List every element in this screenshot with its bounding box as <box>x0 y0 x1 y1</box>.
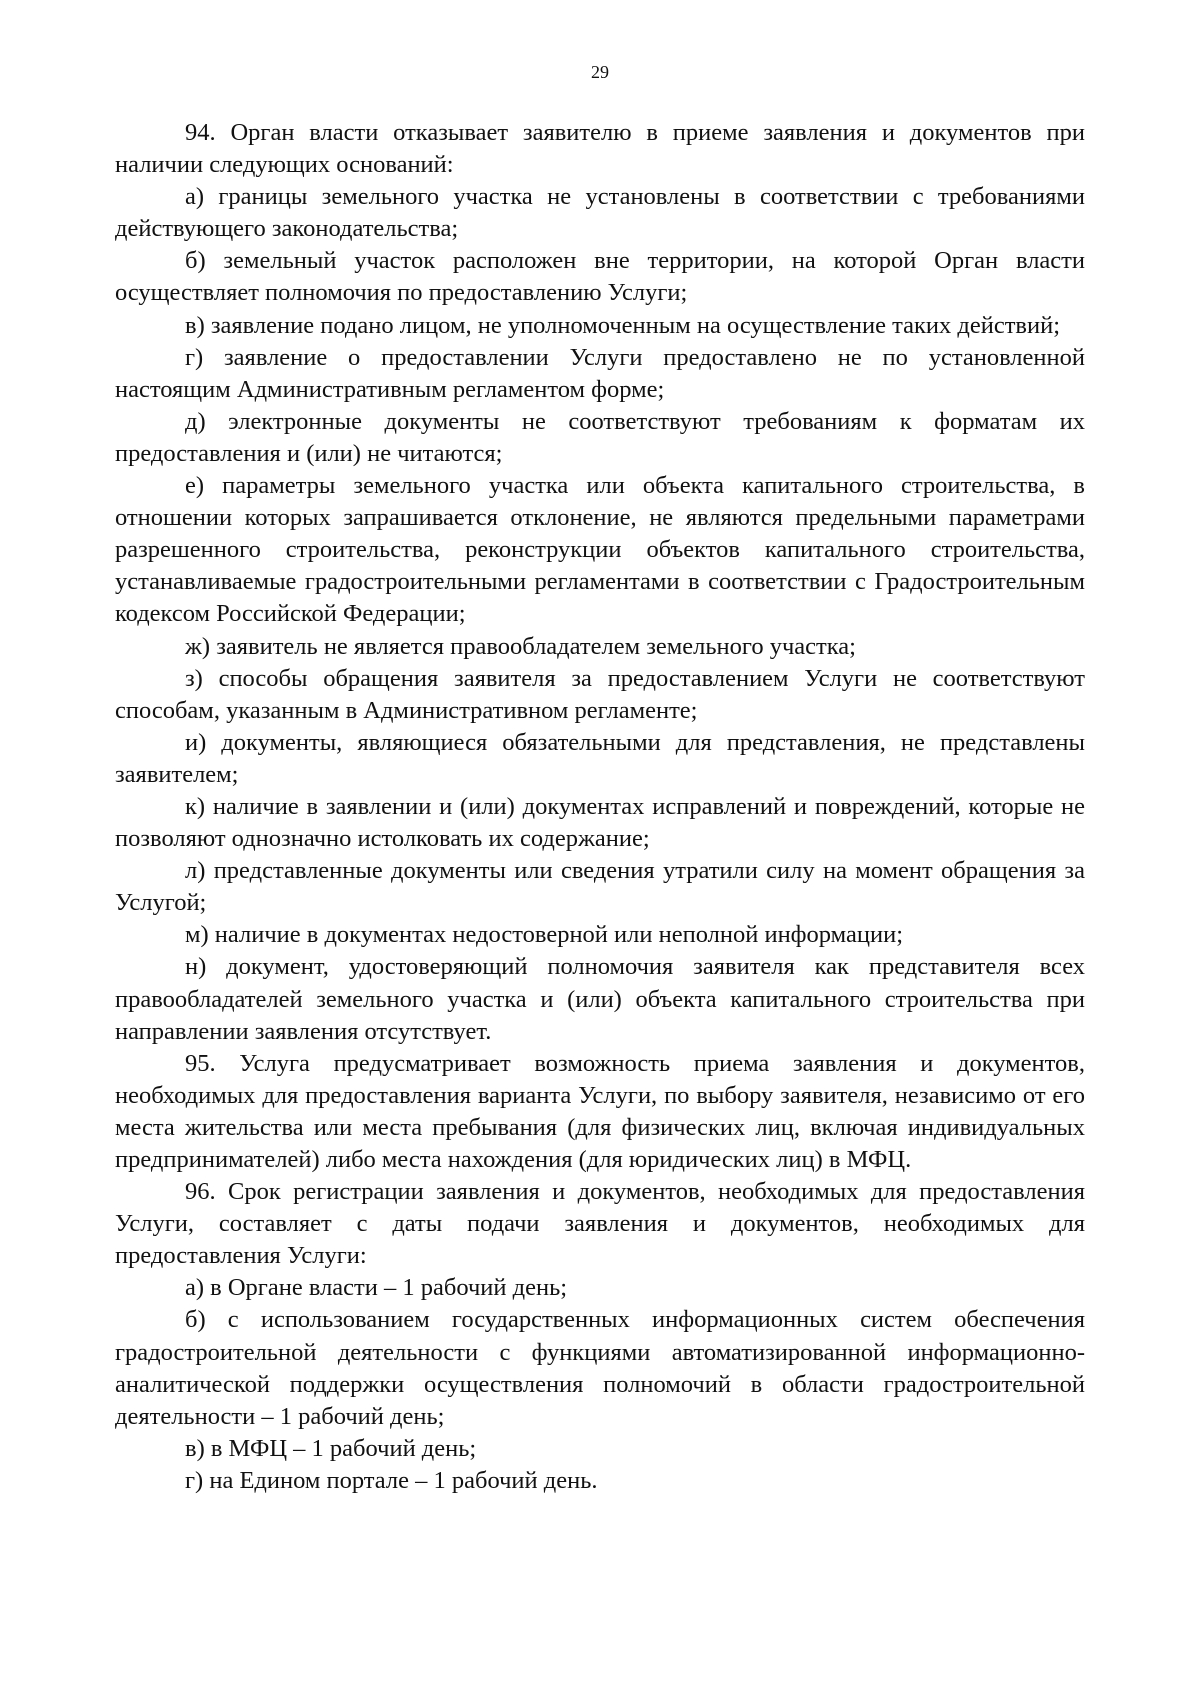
list-item-v: в) заявление подано лицом, не уполномоченным на осуществление таких действий; <box>185 311 1061 339</box>
list-item-zh: ж) заявитель не является правообладателем земельного участка; <box>185 632 856 660</box>
list-item-l: л) представленные документы или сведения утратили силу на момент обращения за Услугой; <box>115 857 1085 917</box>
list-item-m: м) наличие в документах недостоверной или неполной информации; <box>185 921 904 949</box>
document-page <box>115 60 1085 1497</box>
term-item-a: а) в Органе власти – 1 рабочий день; <box>185 1274 568 1302</box>
term-item-v: в) в МФЦ – 1 рабочий день; <box>185 1434 477 1462</box>
list-item-g: г) заявление о предоставлении Услуги предоставлено не по установленной настоящим Административным регламентом форме; <box>115 343 1085 403</box>
paragraph-95: 95. Услуга предусматривает возможность приема заявления и документов, необходимых для предоставления варианта Услуги, по выбору заявителя, независимо от его места жительства или места пребывания (для физических лиц, включая индивидуальных предпринимателей) либо места нахождения (для юридических лиц) в МФЦ. <box>115 1049 1085 1173</box>
list-item-e: е) параметры земельного участка или объекта капитального строительства, в отношении которых запрашивается отклонение, не являются предельными параметрами разрешенного строительства, реконструкции объектов капитального строительства, устанавливаемые градостроительными регламентами в соответствии с Градостроительным кодексом Российской Федерации; <box>115 472 1085 628</box>
list-item-z: з) способы обращения заявителя за предоставлением Услуги не соответствуют способам, указанным в Административном регламенте; <box>115 664 1085 724</box>
paragraph-96: 96. Срок регистрации заявления и документов, необходимых для предоставления Услуги, составляет с даты подачи заявления и документов, необходимых для предоставления Услуги: <box>115 1178 1085 1270</box>
term-item-g: г) на Едином портале – 1 рабочий день. <box>185 1466 598 1494</box>
term-item-b: б) с использованием государственных информационных систем обеспечения градостроительной деятельности с функциями автоматизированной информационно-аналитической поддержки осуществления полномочий в области градостроительной деятельности – 1 рабочий день; <box>115 1306 1085 1430</box>
list-item-n: н) документ, удостоверяющий полномочия заявителя как представителя всех правообладателей земельного участка и (или) объекта капитального строительства при направлении заявления отсутствует. <box>115 953 1085 1045</box>
paragraph-94: 94. Орган власти отказывает заявителю в приеме заявления и документов при наличии следующих оснований: <box>115 119 1085 179</box>
list-item-k: к) наличие в заявлении и (или) документах исправлений и повреждений, которые не позволяют однозначно истолковать их содержание; <box>115 792 1085 853</box>
list-item-b: б) земельный участок расположен вне территории, на которой Орган власти осуществляет полномочия по предоставлению Услуги; <box>115 247 1085 307</box>
list-item-d: д) электронные документы не соответствуют требованиям к форматам их предоставления и (или) не читаются; <box>115 407 1085 467</box>
page-number: 29 <box>591 62 609 82</box>
list-item-a: а) границы земельного участка не установлены в соответствии с требованиями действующего законодательства; <box>115 183 1085 243</box>
list-item-i: и) документы, являющиеся обязательными для представления, не представлены заявителем; <box>115 728 1085 788</box>
